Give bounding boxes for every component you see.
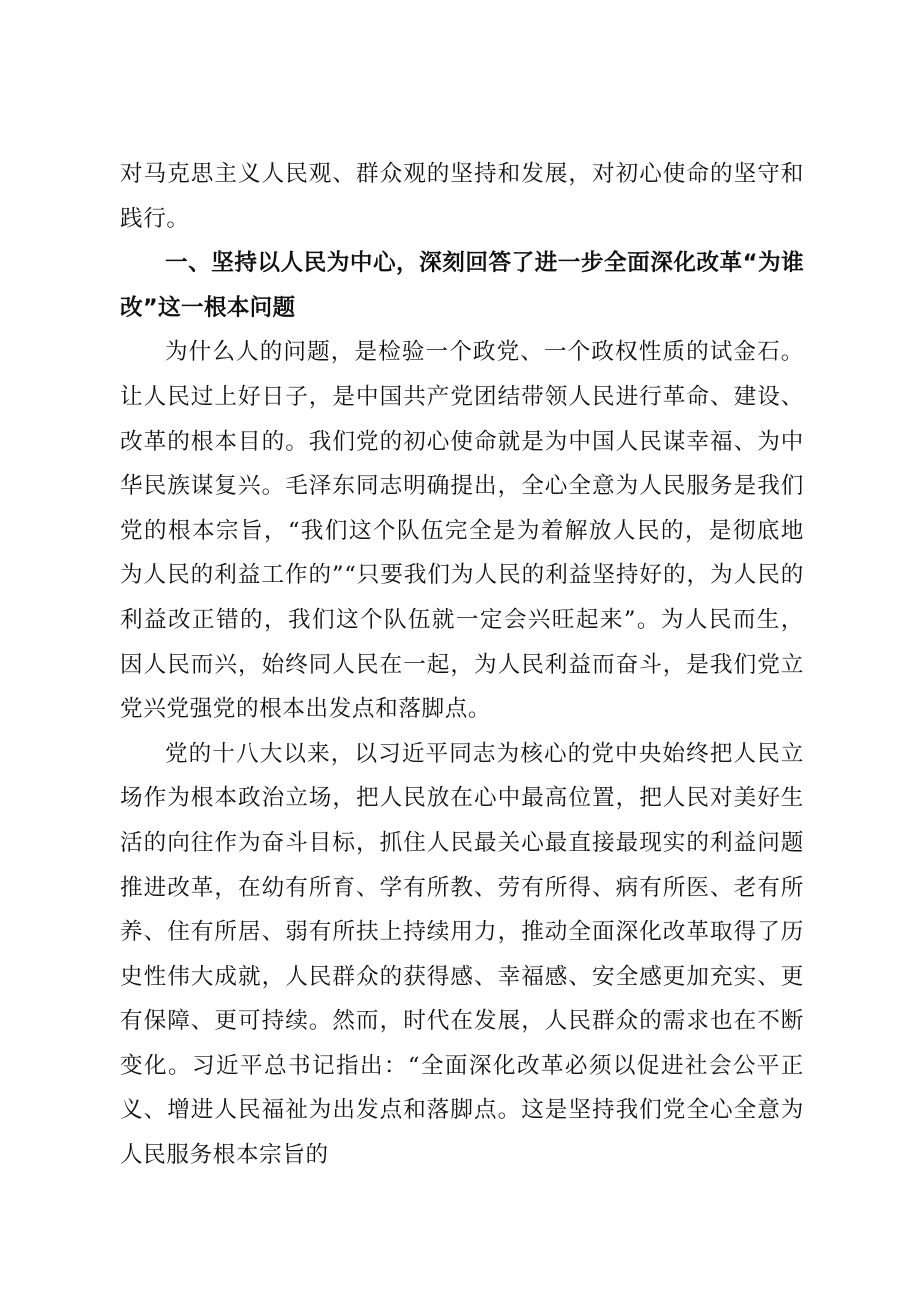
body-paragraph-2: 党的十八大以来，以习近平同志为核心的党中央始终把人民立场作为根本政治立场，把人民放在心中最高位置，把人民对美好生活的向往作为奋斗目标，抓住人民最关心最直接最现实的利益问题推进改革，在幼有所育、学有所教、劳有所得、病有所医、老有所养、住有所居、弱有所扶上持续用力，推动全面深化改革取得了历史性伟大成就，人民群众的获得感、幸福感、安全感更加充实、更有保障、更可持续。然而，时代在发展，人民群众的需求也在不断变化。习近平总书记指出：“全面深化改革必须以促进社会公平正义、增进人民福祉为出发点和落脚点。这是坚持我们党全心全意为人民服务根本宗旨的 (120, 740, 804, 1169)
document-body (120, 152, 804, 1178)
section-heading: 一、坚持以人民为中心，深刻回答了进一步全面深化改革“为谁改”这一根本问题 (120, 250, 804, 321)
body-paragraph-1: 为什么人的问题，是检验一个政党、一个政权性质的试金石。让人民过上好日子，是中国共产党团结带领人民进行革命、建设、改革的根本目的。我们党的初心使命就是为中国人民谋幸福、为中华民族谋复兴。毛泽东同志明确提出，全心全意为人民服务是我们党的根本宗旨，“我们这个队伍完全是为着解放人民的，是彻底地为人民的利益工作的”“只要我们为人民的利益坚持好的，为人民的利益改正错的，我们这个队伍就一定会兴旺起来”。为人民而生，因人民而兴，始终同人民在一起，为人民利益而奋斗，是我们党立党兴党强党的根本出发点和落脚点。 (120, 339, 804, 723)
continuation-paragraph: 对马克思主义人民观、群众观的坚持和发展，对初心使命的坚守和践行。 (120, 161, 804, 232)
